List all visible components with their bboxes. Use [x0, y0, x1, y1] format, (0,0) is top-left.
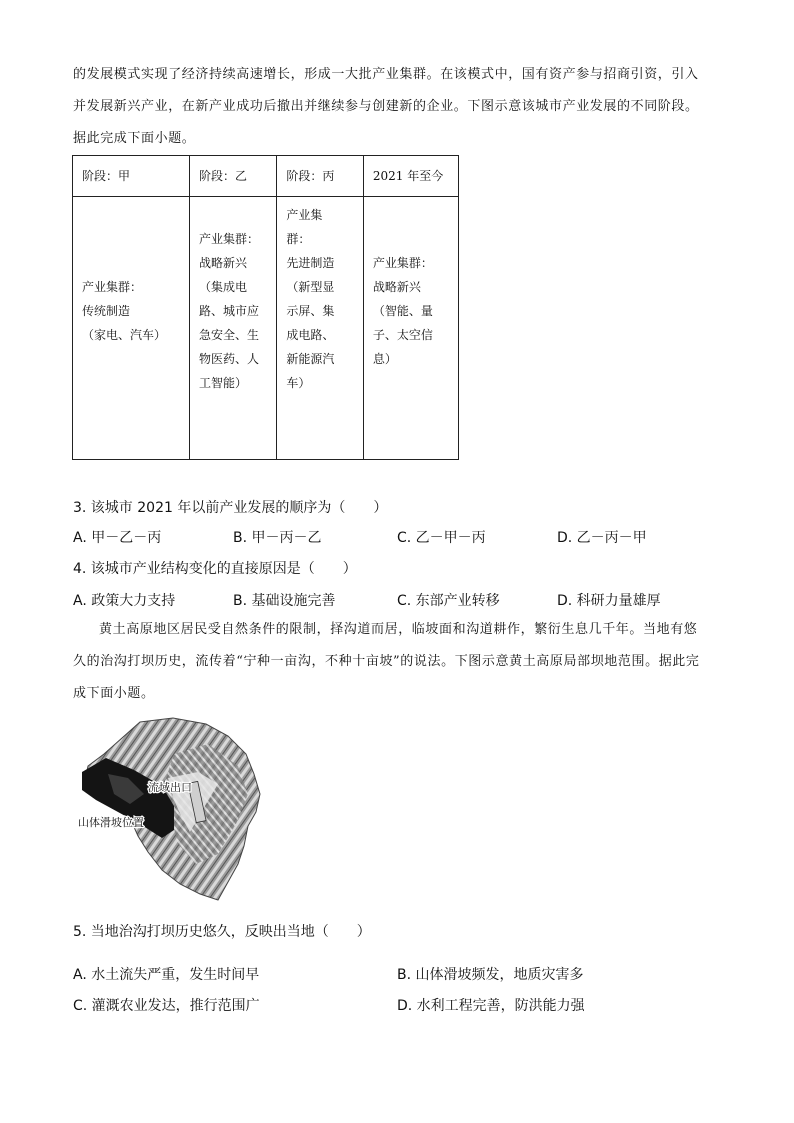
table-body-row: [73, 197, 459, 460]
question-3-option-a[interactable]: A. 甲－乙－丙: [73, 530, 162, 546]
check-dam-map-figure: [78, 714, 318, 906]
cell-stage-yi: [189, 197, 276, 460]
question-4-option-c[interactable]: C. 东部产业转移: [397, 593, 500, 609]
cell-text: 产业集群： 传统制造 （家电、汽车）: [82, 280, 167, 342]
intro-line: 并发展新兴产业，在新产业成功后撤出并继续参与创建新的企业。下图示意该城市产业发展的不同阶段。: [73, 99, 699, 114]
question-5-option-b[interactable]: B. 山体滑坡频发，地质灾害多: [397, 967, 584, 983]
intro-line: 据此完成下面小题。: [73, 131, 196, 146]
intro-line: 的发展模式实现了经济持续高速增长，形成一大批产业集群。在该模式中，国有资产参与招商引资，引入: [73, 67, 699, 82]
cell-stage-jia: [73, 197, 190, 460]
header-stage-jia: 阶段：甲: [73, 156, 190, 197]
terrain-map: [78, 714, 318, 906]
cell-text: 产业集群： 战略新兴 （集成电 路、城市应 急安全、生 物医药、人 工智能）: [198, 232, 259, 390]
question-3-stem: 3. 该城市 2021 年以前产业发展的顺序为（ ）: [73, 500, 388, 516]
label-outlet: 流域出口: [148, 781, 192, 794]
question-4-option-d[interactable]: D. 科研力量雄厚: [557, 593, 661, 609]
industry-stages-table: [72, 155, 459, 460]
header-stage-bing: 阶段：丙: [277, 156, 364, 197]
question-3-option-d[interactable]: D. 乙－丙－甲: [557, 530, 647, 546]
cell-stage-2021: [363, 197, 458, 460]
question-3-option-b[interactable]: B. 甲－丙－乙: [233, 530, 322, 546]
question-4-stem: 4. 该城市产业结构变化的直接原因是（ ）: [73, 561, 357, 577]
passage-line: 黄土高原地区居民受自然条件的限制，择沟道而居，临坡面和沟道耕作，繁衍生息几千年。当地有悠: [99, 622, 698, 637]
loess-passage: [73, 614, 723, 710]
question-5-option-d[interactable]: D. 水利工程完善，防洪能力强: [397, 998, 585, 1014]
intro-paragraph: [73, 59, 723, 155]
cell-text: 产业集群： 战略新兴 （智能、量 子、太空信 息）: [372, 256, 433, 366]
label-landslide: 山体滑坡位置: [78, 816, 144, 829]
question-5-option-a[interactable]: A. 水土流失严重，发生时间早: [73, 967, 260, 983]
question-5-stem: 5. 当地治沟打坝历史悠久，反映出当地（ ）: [73, 924, 371, 940]
question-5-option-c[interactable]: C. 灌溉农业发达，推行范围广: [73, 998, 260, 1014]
question-3-option-c[interactable]: C. 乙－甲－丙: [397, 530, 486, 546]
cell-text: 产业集 群： 先进制造 （新型显 示屏、集 成电路、 新能源汽 车）: [286, 208, 335, 390]
question-4-option-a[interactable]: A. 政策大力支持: [73, 593, 176, 609]
passage-line: 成下面小题。: [73, 686, 155, 701]
header-stage-yi: 阶段：乙: [189, 156, 276, 197]
question-4-option-b[interactable]: B. 基础设施完善: [233, 593, 336, 609]
table-header-row: [73, 156, 459, 197]
cell-stage-bing: [277, 197, 364, 460]
header-stage-2021: 2021 年至今: [363, 156, 458, 197]
passage-line: 久的治沟打坝历史，流传着“宁种一亩沟，不种十亩坡”的说法。下图示意黄土高原局部坝地范围。据此完: [73, 654, 700, 669]
